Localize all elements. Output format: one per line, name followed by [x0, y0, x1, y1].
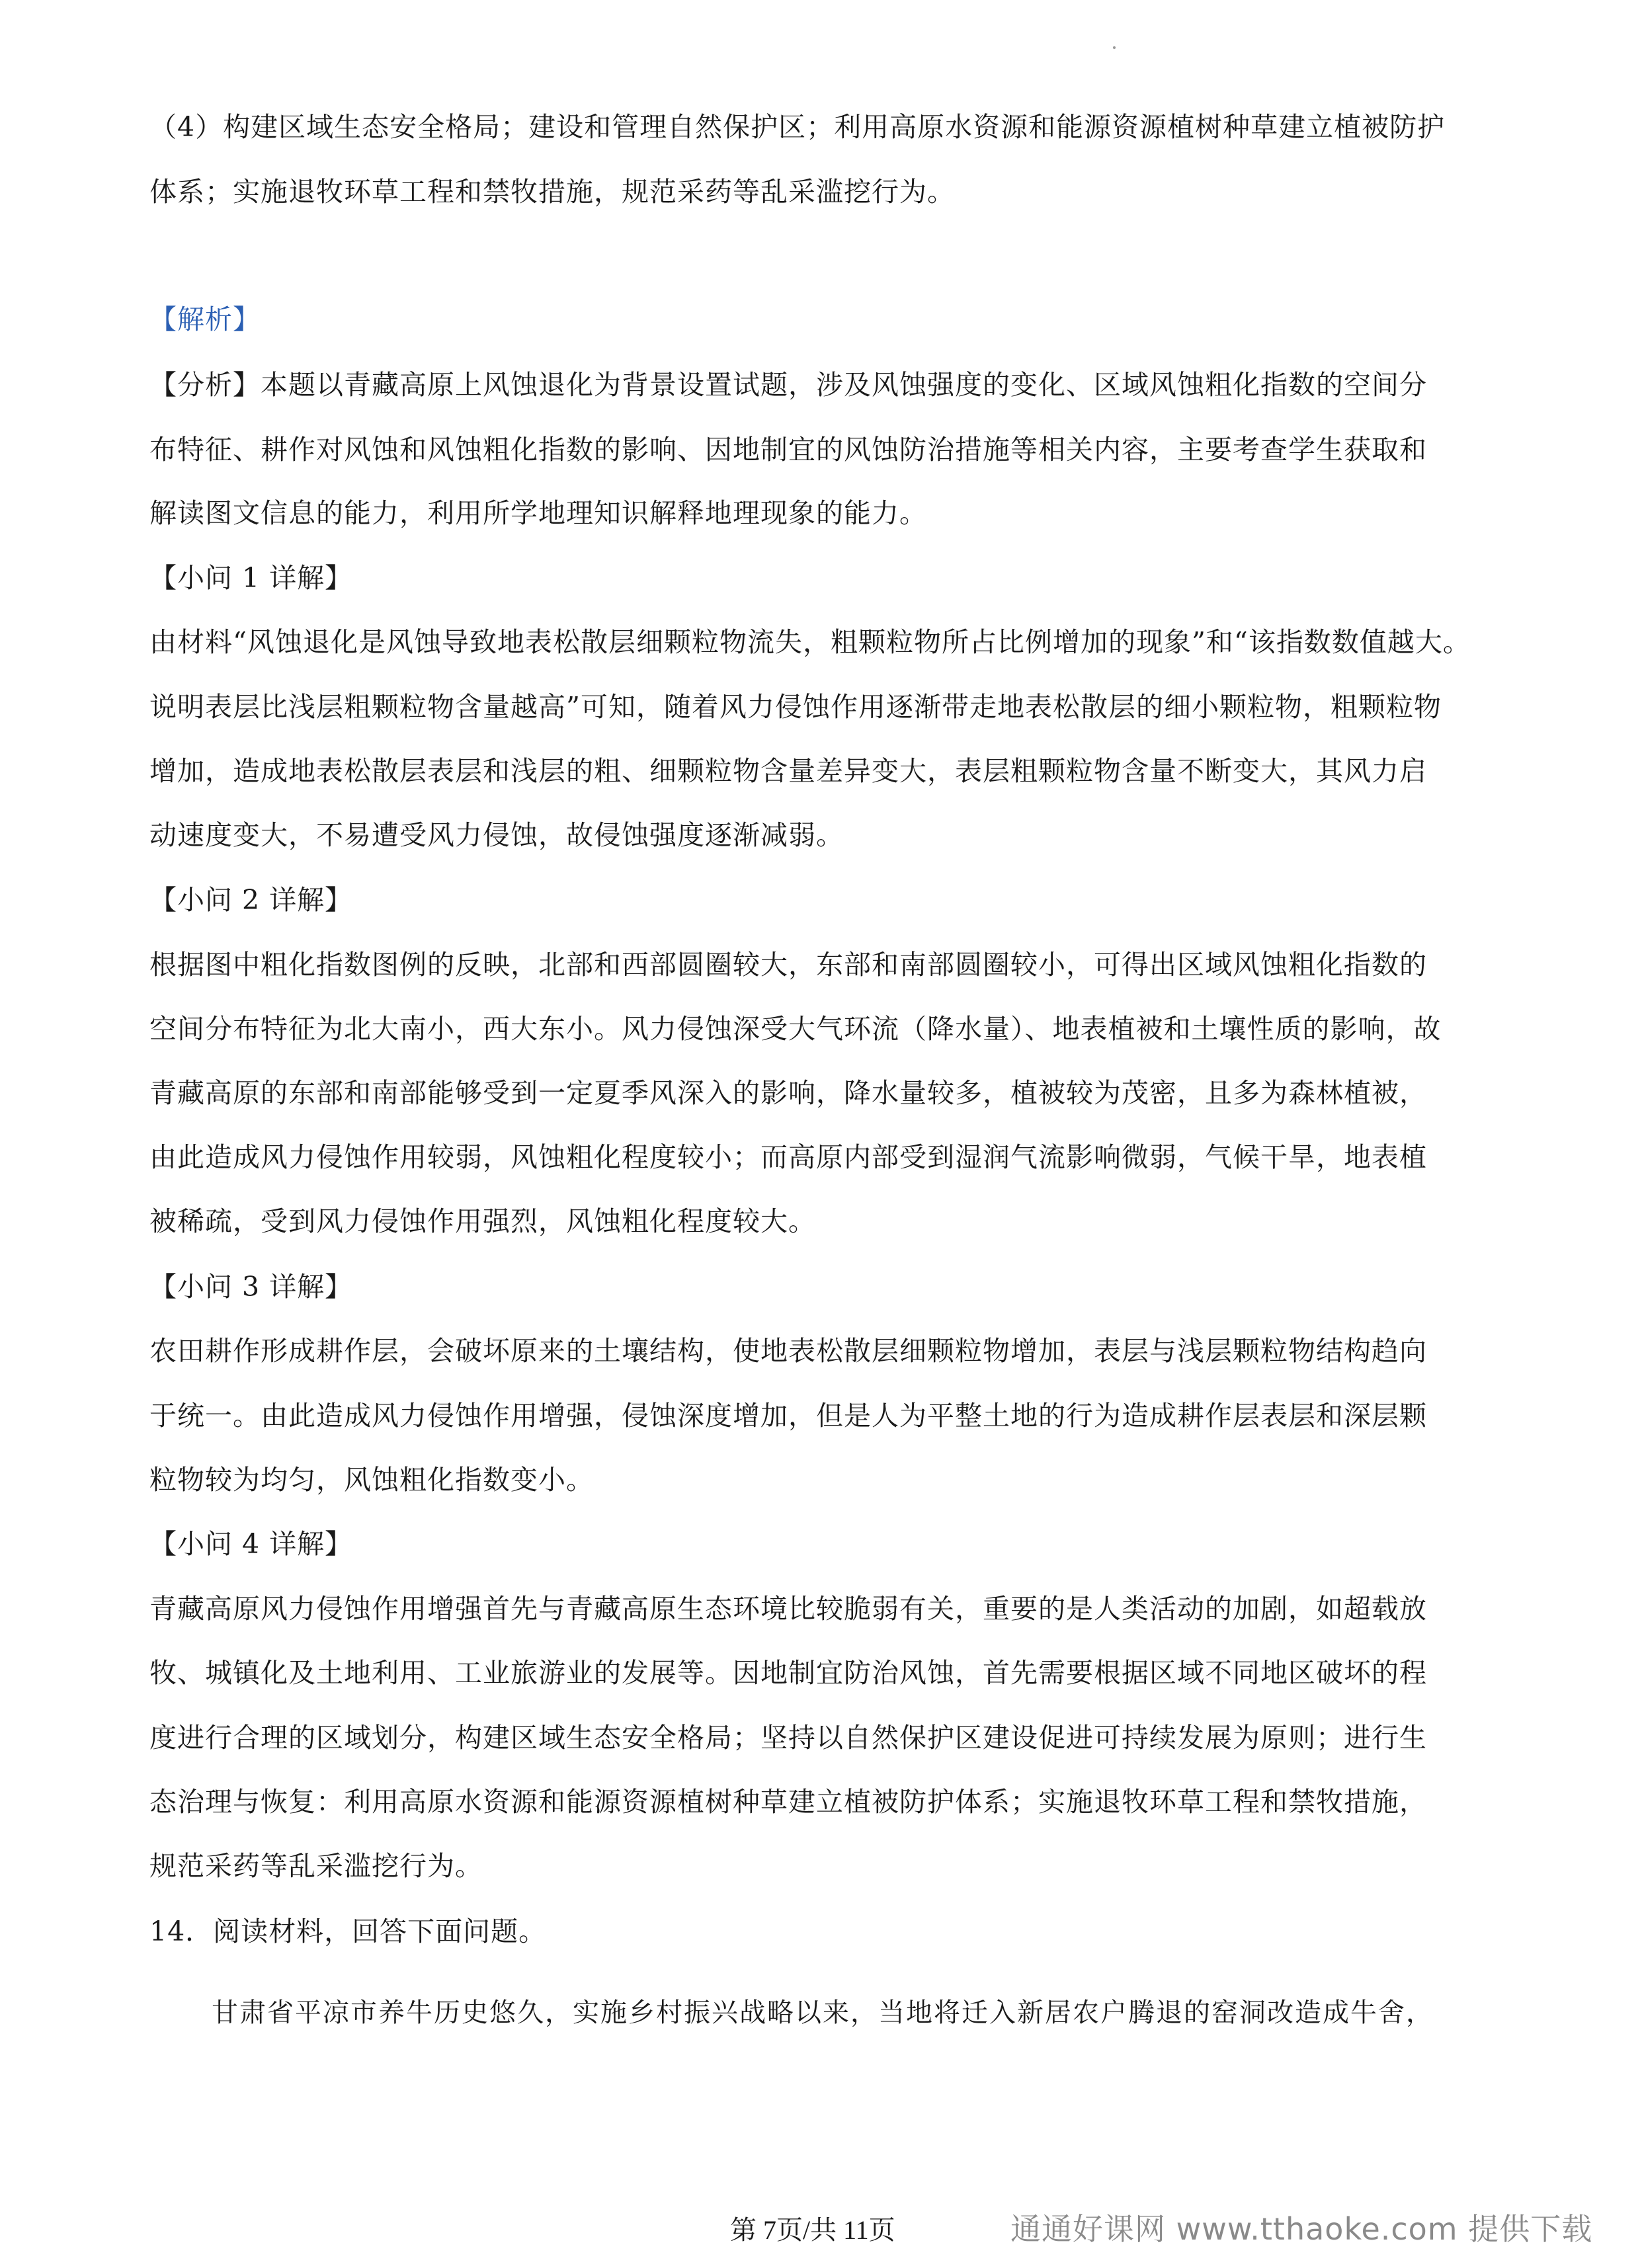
sub2-line-1: 根据图中粗化指数图例的反映，北部和西部圆圈较大，东部和南部圆圈较小，可得出区域风蚀粗化指数的 — [149, 949, 1427, 981]
sub2-line-5: 被稀疏，受到风力侵蚀作用强烈，风蚀粗化程度较大。 — [149, 1205, 816, 1237]
sub2-line-4: 由此造成风力侵蚀作用较弱，风蚀粗化程度较小；而高原内部受到湿润气流影响微弱，气候干旱，地表植 — [149, 1141, 1427, 1173]
sub3-line-2: 于统一。由此造成风力侵蚀作用增强，侵蚀深度增加，但是人为平整土地的行为造成耕作层表层和深层颗 — [149, 1400, 1427, 1432]
question-14-material: 甘肃省平凉市养牛历史悠久，实施乡村振兴战略以来，当地将迁入新居农户腾退的窑洞改造成牛舍， — [212, 1998, 1434, 2028]
sub1-line-1: 由材料“风蚀退化是风蚀导致地表松散层细颗粒物流失，粗颗粒物所占比例增加的现象”和“该指数数值越大。 — [149, 626, 1471, 658]
sub2-heading: 【小问 2 详解】 — [149, 884, 353, 916]
sub4-line-2: 牧、城镇化及土地利用、工业旅游业的发展等。因地制宜防治风蚀，首先需要根据区域不同地区破坏的程 — [149, 1657, 1427, 1689]
page-number: 第 7页/共 11页 — [730, 2215, 895, 2245]
sub1-heading: 【小问 1 详解】 — [149, 562, 353, 594]
answer-4-line-2: 体系；实施退牧环草工程和禁牧措施，规范采药等乱采滥挖行为。 — [149, 176, 955, 208]
analysis-heading: 【解析】 — [149, 304, 261, 335]
sub4-line-4: 态治理与恢复：利用高原水资源和能源资源植树种草建立植被防护体系；实施退牧环草工程和禁牧措施， — [149, 1786, 1427, 1818]
sub4-line-5: 规范采药等乱采滥挖行为。 — [149, 1850, 483, 1882]
analysis-line-1: 【分析】本题以青藏高原上风蚀退化为背景设置试题，涉及风蚀强度的变化、区域风蚀粗化指数的空间分 — [149, 369, 1427, 401]
analysis-line-2: 布特征、耕作对风蚀和风蚀粗化指数的影响、因地制宜的风蚀防治措施等相关内容，主要考查学生获取和 — [149, 434, 1427, 466]
sub4-line-1: 青藏高原风力侵蚀作用增强首先与青藏高原生态环境比较脆弱有关，重要的是人类活动的加剧，如超载放 — [149, 1593, 1427, 1625]
question-14-prompt: 14．阅读材料，回答下面问题。 — [149, 1916, 547, 1947]
sub1-line-3: 增加，造成地表松散层表层和浅层的粗、细颗粒物含量差异变大，表层粗颗粒物含量不断变大，其风力启 — [149, 755, 1427, 787]
sub3-line-3: 粒物较为均匀，风蚀粗化指数变小。 — [149, 1464, 594, 1496]
sub1-line-4: 动速度变大，不易遭受风力侵蚀，故侵蚀强度逐渐减弱。 — [149, 819, 844, 851]
watermark-text: 通通好课网 www.tthaoke.com 提供下载 — [1010, 2211, 1593, 2247]
sub3-heading: 【小问 3 详解】 — [149, 1271, 353, 1303]
answer-4-line-1: （4）构建区域生态安全格局；建设和管理自然保护区；利用高原水资源和能源资源植树种草建立植被防护 — [149, 111, 1446, 143]
analysis-line-3: 解读图文信息的能力，利用所学地理知识解释地理现象的能力。 — [149, 497, 927, 529]
sub4-heading: 【小问 4 详解】 — [149, 1528, 353, 1560]
sub2-line-3: 青藏高原的东部和南部能够受到一定夏季风深入的影响，降水量较多，植被较为茂密，且多为森林植被， — [149, 1077, 1427, 1109]
sub3-line-1: 农田耕作形成耕作层，会破坏原来的土壤结构，使地表松散层细颗粒物增加，表层与浅层颗粒物结构趋向 — [149, 1335, 1427, 1367]
sub4-line-3: 度进行合理的区域划分，构建区域生态安全格局；坚持以自然保护区建设促进可持续发展为原则；进行生 — [149, 1722, 1427, 1754]
sub2-line-2: 空间分布特征为北大南小，西大东小。风力侵蚀深受大气环流（降水量）、地表植被和土壤性质的影响，故 — [149, 1013, 1442, 1045]
sub1-line-2: 说明表层比浅层粗颗粒物含量越高”可知，随着风力侵蚀作用逐渐带走地表松散层的细小颗粒物，粗颗粒物 — [149, 691, 1442, 723]
scan-speck — [1113, 46, 1116, 49]
